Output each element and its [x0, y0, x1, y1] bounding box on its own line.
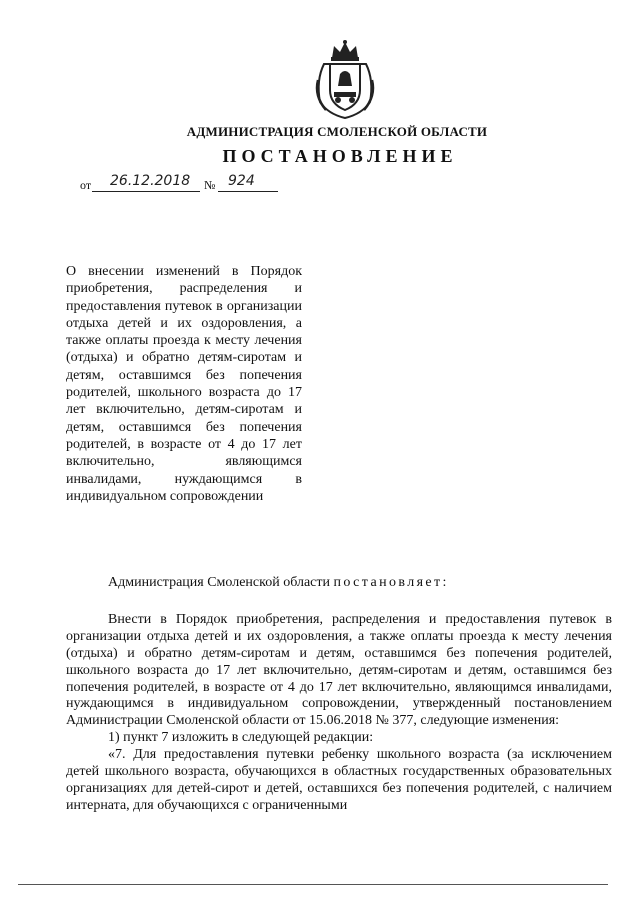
- page-bottom-rule: [18, 884, 608, 885]
- number-value: 924: [228, 173, 255, 189]
- coat-of-arms-emblem: [312, 40, 378, 120]
- intro-paragraph: [66, 575, 612, 592]
- number-label: №: [204, 178, 216, 192]
- intro-prefix: Администрация Смоленской области: [108, 575, 331, 590]
- document-subject: О внесении изменений в Порядок приобретения, распределения и предоставления путевок в организации отдыха детей и их оздоровления, а также оплаты проезда к месту лечения (отдыха) и обратно детям-сиротам и детям, оставшимся без попечения родителей, школьного возраста до 17 лет включительно, детям-сиротам и детям, оставшимся без попечения родителей, в возрасте от 4 до 17 лет включительно, являющимся инвалидами, нуждающимся в индивидуальном сопровождении: [66, 264, 302, 504]
- organization-name: АДМИНИСТРАЦИЯ СМОЛЕНСКОЙ ОБЛАСТИ: [186, 124, 488, 139]
- date-underline: [92, 191, 200, 192]
- date-value: 26.12.2018: [110, 173, 191, 189]
- date-label: от: [80, 178, 92, 192]
- document-body: [66, 575, 612, 815]
- intro-resolves: постановляет:: [333, 575, 449, 590]
- item-1: 1) пункт 7 изложить в следующей редакции:: [108, 730, 374, 746]
- quoted-clause-7: «7. Для предоставления путевки ребенку школьного возраста (за исключением детей школьного возраста, обучающихся в областных государственных образовательных организациях для детей-сирот и детей, оставшихся без попечения родителей, с наличием интерната, для обучающихся с ограниченными: [66, 747, 612, 813]
- paragraph-1: Внести в Порядок приобретения, распределения и предоставления путевок в организации отдыха детей и их оздоровления, а также оплаты проезда к месту лечения (отдыха) и обратно детям-сиротам и детям, оставшимся без попечения родителей, школьного возраста до 17 лет включительно, детям-сиротам и детям, оставшимся без попечения родителей, в возрасте от 4 до 17 лет включительно, являющимся инвалидами, нуждающимся в индивидуальном сопровождении, утвержденный постановлением Администрации Смоленской области от 15.06.2018 № 377, следующие изменения:: [66, 611, 612, 729]
- document-type-title: ПОСТАНОВЛЕНИЕ: [222, 146, 458, 166]
- number-underline: [218, 191, 278, 192]
